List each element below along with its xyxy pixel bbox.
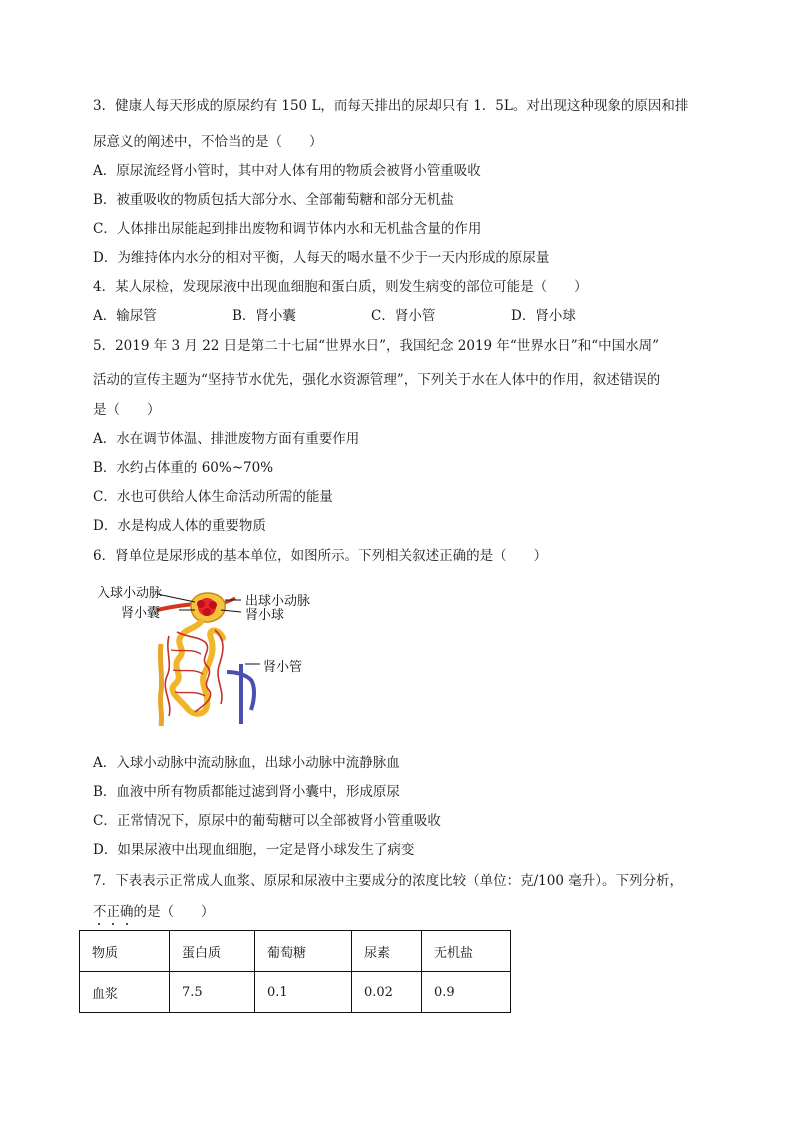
q5-option-a: A．水在调节体温、排泄废物方面有重要作用 (93, 431, 360, 447)
table-cell: 0.02 (352, 972, 422, 1013)
q7-stem-line-1: 7．下表表示正常成人血浆、原尿和尿液中主要成分的浓度比较（单位：克/100 毫升）。下列分析， (93, 873, 683, 889)
q4-option-c: C．肾小管 (371, 308, 436, 324)
q3-option-c: C．人体排出尿能起到排出废物和调节体内水和无机盐含量的作用 (93, 221, 482, 237)
label-afferent-arteriole: 入球小动脉 (97, 586, 163, 601)
q6-option-c: C．正常情况下，原尿中的葡萄糖可以全部被肾小管重吸收 (93, 813, 441, 829)
table-header-row (80, 931, 511, 972)
table-cell: 0.1 (255, 972, 352, 1013)
q5-option-d: D．水是构成人体的重要物质 (93, 518, 266, 534)
emphasis-dot (126, 923, 128, 925)
q3-option-d: D．为维持体内水分的相对平衡，人每天的喝水量不少于一天内形成的原尿量 (93, 250, 550, 266)
table-cell: 无机盐 (422, 931, 511, 972)
q3-option-a: A．原尿流经肾小管时，其中对人体有用的物质会被肾小管重吸收 (93, 163, 481, 179)
q4-option-a: A．输尿管 (93, 308, 157, 324)
q6-option-a: A．入球小动脉中流动脉血，出球小动脉中流静脉血 (93, 755, 400, 771)
q4-stem: 4．某人尿检，发现尿液中出现血细胞和蛋白质，则发生病变的部位可能是（ ） (93, 279, 588, 295)
label-renal-tubule: 肾小管 (263, 660, 303, 675)
q4-option-d: D．肾小球 (511, 308, 576, 324)
q3-stem-line-2: 尿意义的阐述中，不恰当的是（ ） (93, 134, 323, 150)
q3-option-b: B．被重吸收的物质包括大部分水、全部葡萄糖和部分无机盐 (93, 192, 454, 208)
emphasis-dot (112, 923, 114, 925)
q6-stem: 6．肾单位是尿形成的基本单位，如图所示。下列相关叙述正确的是（ ） (93, 548, 548, 564)
table-cell: 尿素 (352, 931, 422, 972)
q6-option-b: B．血液中所有物质都能过滤到肾小囊中，形成原尿 (93, 784, 400, 800)
q4-option-b: B．肾小囊 (232, 308, 296, 324)
q5-stem-line-2: 活动的宣传主题为“坚持节水优先，强化水资源管理”，下列关于水在人体中的作用，叙述错误的 (93, 372, 661, 388)
concentration-table (79, 930, 511, 1013)
emphasis-dot (98, 923, 100, 925)
table-cell: 葡萄糖 (255, 931, 352, 972)
q5-stem-line-1: 5．2019 年 3 月 22 日是第二十七届“世界水日”，我国纪念 2019 年“世界水日”和“中国水周” (93, 338, 660, 354)
label-efferent-arteriole: 出球小动脉 (245, 594, 311, 609)
q5-option-b: B．水约占体重的 60%~70% (93, 460, 274, 476)
table-cell: 血浆 (80, 972, 170, 1013)
q3-stem-line-1: 3．健康人每天形成的原尿约有 150 L，而每天排出的尿却只有 1．5L。对出现这种现象的原因和排 (93, 98, 689, 114)
table-cell: 蛋白质 (170, 931, 255, 972)
q7-stem-line-2: 不正确的是（ ） (93, 904, 215, 920)
q5-option-c: C．水也可供给人体生命活动所需的能量 (93, 489, 333, 505)
nephron-figure (95, 580, 335, 730)
table-cell: 物质 (80, 931, 170, 972)
q5-stem-line-3: 是（ ） (93, 402, 161, 418)
label-glomerulus: 肾小球 (245, 608, 285, 623)
table-row (80, 972, 511, 1013)
table-cell: 7.5 (170, 972, 255, 1013)
q6-option-d: D．如果尿液中出现血细胞，一定是肾小球发生了病变 (93, 842, 415, 858)
table-cell: 0.9 (422, 972, 511, 1013)
label-bowmans-capsule: 肾小囊 (121, 606, 161, 621)
